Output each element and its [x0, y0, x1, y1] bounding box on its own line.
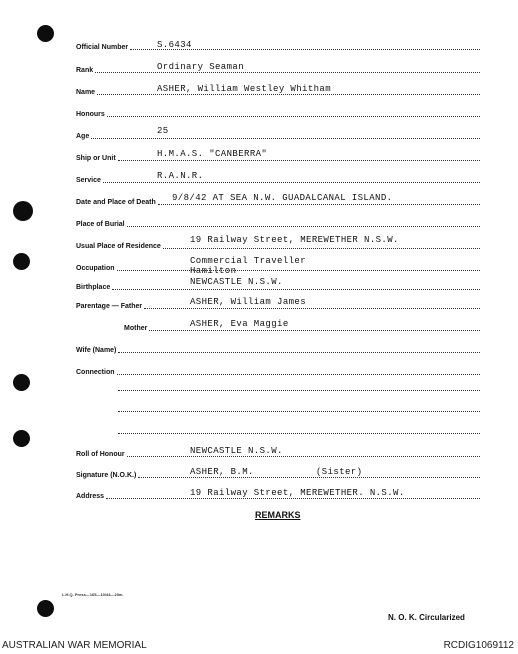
record-id-caption: RCDIG1069112 [443, 640, 514, 651]
birthplace-value: NEWCASTLE N.S.W. [190, 277, 283, 287]
roll-of-honour-label: Roll of Honour [76, 451, 125, 458]
wife-row [76, 341, 480, 355]
remarks-heading: REMARKS [255, 510, 301, 520]
mother-row [124, 319, 480, 333]
service-label: Service [76, 177, 101, 184]
age-row [76, 127, 480, 141]
honours-row [76, 105, 480, 119]
rank-row [76, 61, 480, 75]
service-row [76, 171, 480, 185]
mother-value: ASHER, Eva Maggie [190, 319, 289, 329]
punch-hole [13, 201, 33, 221]
punch-hole [13, 253, 30, 270]
death-value: 9/8/42 AT SEA N.W. GUADALCANAL ISLAND. [172, 193, 393, 203]
occupation-value: Commercial Traveller [190, 256, 307, 266]
punch-hole [13, 374, 30, 391]
name-value: ASHER, William Westley Whitham [157, 84, 332, 94]
birthplace-value-top: Hamilton [190, 266, 237, 276]
connection-line [118, 410, 480, 412]
residence-label: Usual Place of Residence [76, 243, 161, 250]
burial-row [76, 215, 480, 229]
occupation-label: Occupation [76, 265, 115, 272]
wife-label: Wife (Name) [76, 347, 117, 354]
official-number-label: Official Number [76, 44, 129, 51]
age-label: Age [76, 133, 90, 140]
address-value: 19 Railway Street, MEREWETHER. N.S.W. [190, 488, 405, 498]
signature-row [76, 466, 480, 480]
official-number-value: S.6434 [157, 40, 192, 50]
archive-caption: AUSTRALIAN WAR MEMORIAL [2, 640, 147, 651]
punch-hole [37, 25, 54, 42]
signature-label: Signature (N.O.K.) [76, 472, 137, 479]
rank-label: Rank [76, 67, 94, 74]
burial-label: Place of Burial [76, 221, 125, 228]
age-value: 25 [157, 126, 169, 136]
residence-value: 19 Railway Street, MEREWETHER N.S.W. [190, 235, 399, 245]
signature-value: ASHER, B.M. [190, 467, 254, 477]
punch-hole [37, 600, 54, 617]
mother-label: Mother [124, 325, 148, 332]
connection-label: Connection [76, 369, 115, 376]
roll-of-honour-value: NEWCASTLE N.S.W. [190, 446, 283, 456]
honours-label: Honours [76, 111, 105, 118]
connection-line [118, 389, 480, 391]
birthplace-label: Birthplace [76, 284, 111, 291]
name-label: Name [76, 89, 96, 96]
connection-row [76, 363, 480, 377]
service-value: R.A.N.R. [157, 171, 204, 181]
punch-hole [13, 430, 30, 447]
connection-line [118, 432, 480, 434]
death-label: Date and Place of Death [76, 199, 156, 206]
rank-value: Ordinary Seaman [157, 62, 245, 72]
address-label: Address [76, 493, 105, 500]
printer-imprint: L.H.Q. Press—165—10/44—20m. [62, 592, 124, 597]
ship-label: Ship or Unit [76, 155, 116, 162]
signature-note: (Sister) [316, 467, 363, 477]
official-number-row [76, 38, 480, 52]
nok-circularized-stamp: N. O. K. Circularized [388, 613, 465, 622]
ship-value: H.M.A.S. "CANBERRA" [157, 149, 268, 159]
ship-row [76, 149, 480, 163]
father-value: ASHER, William James [190, 297, 307, 307]
father-label: Parentage — Father [76, 303, 143, 310]
